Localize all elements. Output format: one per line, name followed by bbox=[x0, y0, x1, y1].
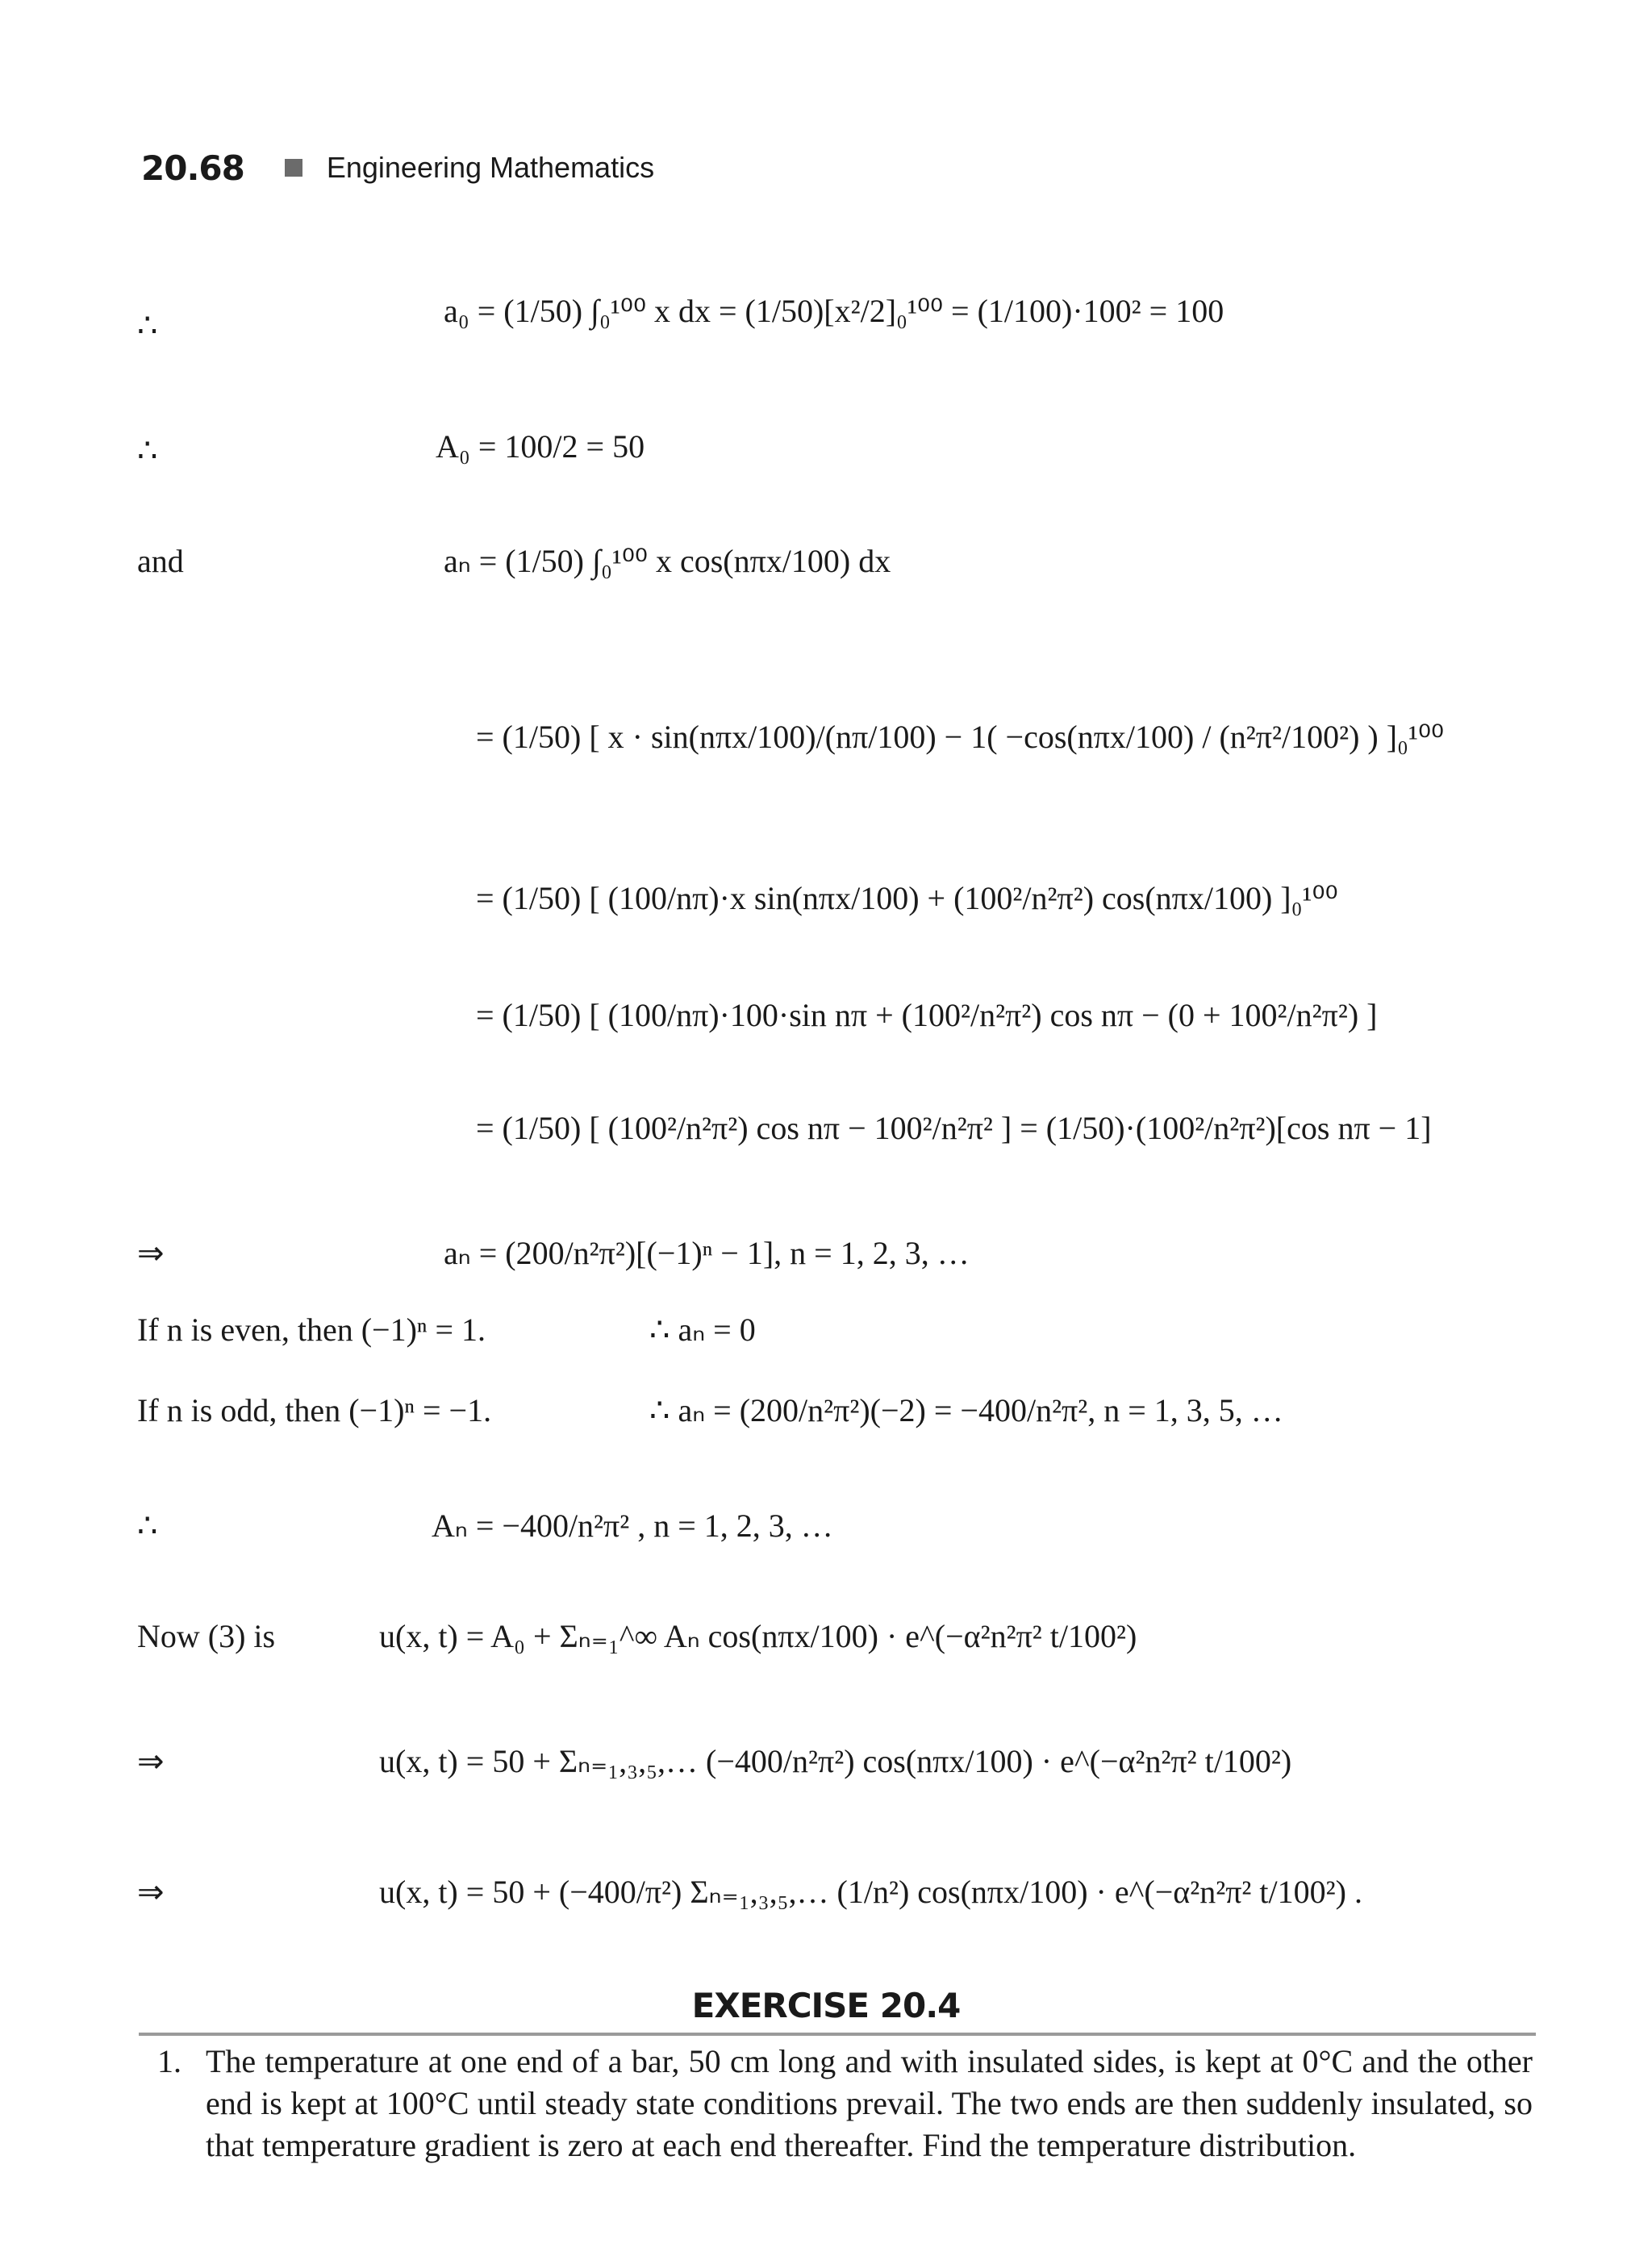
and-label: and bbox=[137, 543, 184, 579]
equation-step-4: = (1/50) [ (100²/n²π²) cos nπ − 100²/n²π² ] = (1/50)·(100²/n²π²)[cos nπ − 1] bbox=[476, 1110, 1432, 1146]
odd-case-text: If n is odd, then (−1)ⁿ = −1. bbox=[137, 1392, 492, 1428]
equation-A0: A₀ = 100/2 = 50 bbox=[436, 428, 645, 465]
square-bullet-icon bbox=[285, 159, 302, 177]
now-3-label: Now (3) is bbox=[137, 1618, 276, 1654]
equation-An: Aₙ = −400/n²π² , n = 1, 2, 3, … bbox=[432, 1507, 833, 1544]
exercise-title: EXERCISE 20.4 bbox=[691, 1986, 961, 2025]
equation-u-step: u(x, t) = 50 + Σₙ₌₁,₃,₅,… (−400/n²π²) cos(nπx/100) · e^(−α²n²π² t/100²) bbox=[379, 1743, 1292, 1779]
equation-step-3: = (1/50) [ (100/nπ)·100·sin nπ + (100²/n²π²) cos nπ − (0 + 100²/n²π²) ] bbox=[476, 997, 1378, 1033]
book-title: Engineering Mathematics bbox=[326, 151, 655, 184]
therefore-label: ∴ bbox=[137, 432, 158, 469]
section-divider bbox=[139, 2033, 1536, 2036]
even-case-text: If n is even, then (−1)ⁿ = 1. bbox=[137, 1311, 486, 1348]
equation-an: aₙ = (1/50) ∫₀¹⁰⁰ x cos(nπx/100) dx bbox=[444, 543, 891, 579]
equation-u-general: u(x, t) = A₀ + Σₙ₌₁^∞ Aₙ cos(nπx/100) · e^(−α²n²π² t/100²) bbox=[379, 1618, 1137, 1654]
equation-step-2: = (1/50) [ (100/nπ)·x sin(nπx/100) + (100²/n²π²) cos(nπx/100) ]₀¹⁰⁰ bbox=[476, 880, 1338, 916]
equation-u-final: u(x, t) = 50 + (−400/π²) Σₙ₌₁,₃,₅,… (1/n²) cos(nπx/100) · e^(−α²n²π² t/100²) . bbox=[379, 1874, 1362, 1910]
even-case-result: ∴ aₙ = 0 bbox=[649, 1311, 756, 1348]
running-header bbox=[141, 144, 654, 192]
therefore-label: ∴ bbox=[137, 307, 158, 344]
odd-case-result: ∴ aₙ = (200/n²π²)(−2) = −400/n²π², n = 1, 3, 5, … bbox=[649, 1392, 1283, 1428]
page-number: 20.68 bbox=[141, 148, 244, 188]
problem-number: 1. bbox=[157, 2043, 181, 2079]
problem-text: The temperature at one end of a bar, 50 cm long and with insulated sides, is kept at 0°C and the other end is kept at 100°C until steady state conditions prevail. The two ends are then suddenly insulated, so that temperature gradient is zero at each end thereafter. Find the temperature distribution. bbox=[206, 2043, 1533, 2163]
equation-a0: a₀ = (1/50) ∫₀¹⁰⁰ x dx = (1/50)[x²/2]₀¹⁰⁰ = (1/100)·100² = 100 bbox=[444, 293, 1224, 329]
implies-label: ⇒ bbox=[137, 1235, 165, 1271]
therefore-label: ∴ bbox=[137, 1507, 158, 1544]
equation-an-final: aₙ = (200/n²π²)[(−1)ⁿ − 1], n = 1, 2, 3, … bbox=[444, 1235, 970, 1271]
implies-label: ⇒ bbox=[137, 1743, 165, 1779]
equation-step-1: = (1/50) [ x · sin(nπx/100)/(nπ/100) − 1( −cos(nπx/100) / (n²π²/100²) ) ]₀¹⁰⁰ bbox=[476, 719, 1445, 755]
implies-label: ⇒ bbox=[137, 1874, 165, 1910]
exercise-problem-1 bbox=[157, 2041, 1533, 2166]
